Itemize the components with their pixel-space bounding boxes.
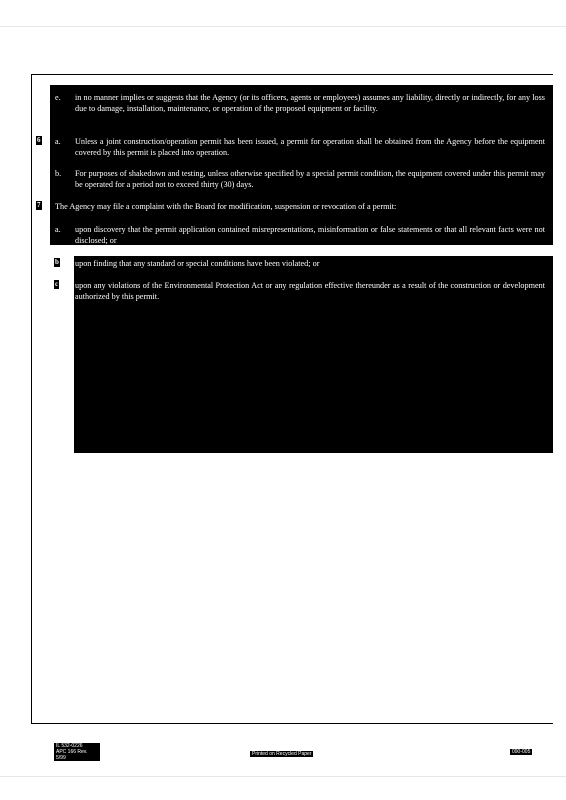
page-frame-top: [31, 74, 553, 75]
page-frame-bottom: [31, 723, 553, 724]
item-7a-label: a.: [55, 225, 61, 234]
footer-form-id: IL 532-0226: [56, 743, 83, 749]
item-e-label: e.: [55, 93, 61, 102]
footer-page-code: 090-005: [512, 749, 531, 755]
section-7-number: 7: [37, 201, 41, 209]
page-frame-left: [31, 74, 32, 724]
item-7c-text: upon any violations of the Environmental Protection Act or any regulation effective thereunder as a result of the construction or development authorized by this permit.: [75, 281, 545, 301]
scan-edge-top: [0, 26, 566, 27]
footer-form-number: [54, 743, 100, 761]
footer-form-rev: APC 166 Rev. 5/99: [56, 749, 88, 761]
item-7b-label: b: [55, 258, 59, 266]
item-e-text: in no manner implies or suggests that the Agency (or its officers, agents or employees) assumes any liability, directly or indirectly, for any loss due to damage, installation, maintenance, or operation of the proposed equipment or facility.: [75, 93, 545, 113]
footer-recycled-paper: Printed on Recycled Paper: [252, 751, 312, 757]
section-7-text: The Agency may file a complaint with the Board for modification, suspension or revocation of a permit:: [55, 202, 397, 211]
item-6a-text: Unless a joint construction/operation permit has been issued, a permit for operation shall be obtained from the Agency before the equipment covered by this permit is placed into operation.: [75, 137, 545, 157]
item-6b-text: For purposes of shakedown and testing, unless otherwise specified by a special permit condition, the equipment covered under this permit may be operated for a period not to exceed thirty (30) days.: [75, 169, 545, 189]
item-6a-label: a.: [55, 137, 61, 146]
section-6-number: 6: [37, 136, 41, 144]
item-7c-label: c: [55, 280, 59, 288]
item-6b-label: b.: [55, 169, 62, 178]
item-7b-text: upon finding that any standard or special conditions have been violated; or: [75, 259, 320, 268]
scan-edge-bottom: [0, 776, 566, 777]
item-7a-text: upon discovery that the permit application contained misrepresentations, misinformation or false statements or that all relevant facts were not disclosed; or: [75, 225, 545, 245]
